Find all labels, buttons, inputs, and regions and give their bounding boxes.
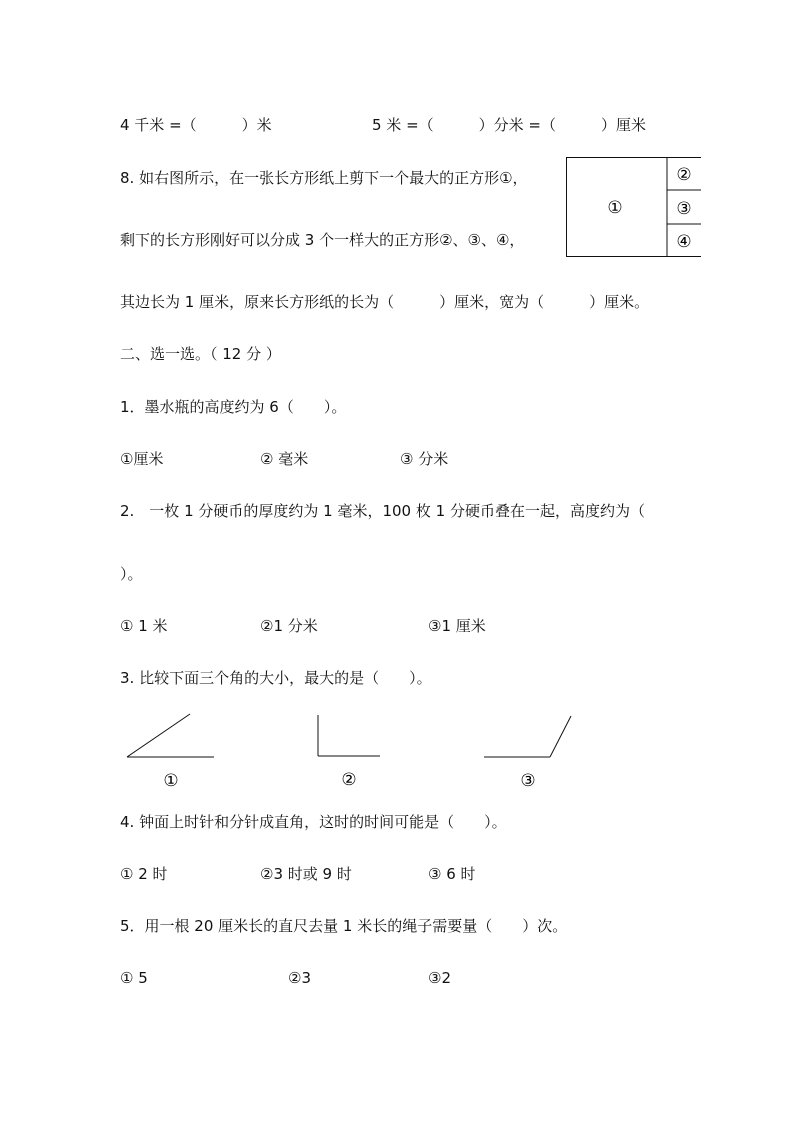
q5-option-3: ③2 xyxy=(428,969,451,987)
angle-2 xyxy=(318,715,380,756)
q8-line2: 剩下的长方形刚好可以分成 3 个一样大的正方形②、③、④， xyxy=(120,231,525,249)
question-5: 5．用一根 20 厘米长的直尺去量 1 米长的绳子需要量（ ）次。 xyxy=(120,917,568,935)
question-1: 1．墨水瓶的高度约为 6（ ）。 xyxy=(120,398,347,416)
square-4-label: ④ xyxy=(676,232,692,252)
angles-figure xyxy=(120,708,580,790)
q1-option-1: ①厘米 xyxy=(120,450,164,468)
q2-option-3: ③1 厘米 xyxy=(428,617,486,635)
angle-2-label: ② xyxy=(341,770,357,790)
section-title: 二、选一选。（ 12 分 ） xyxy=(120,345,281,363)
question-3: 3. 比较下面三个角的大小，最大的是（ ）。 xyxy=(120,669,432,687)
q2-option-2: ②1 分米 xyxy=(260,617,318,635)
q1-option-3: ③ 分米 xyxy=(400,450,449,468)
square-1-label: ① xyxy=(607,198,623,218)
q8-line1: 8. 如右图所示，在一张长方形纸上剪下一个最大的正方形①， xyxy=(120,169,528,187)
q4-option-2: ②3 时或 9 时 xyxy=(260,865,352,883)
q5-option-1: ① 5 xyxy=(120,969,148,987)
q8-line3: 其边长为 1 厘米，原来长方形纸的长为（ ）厘米，宽为（ ）厘米。 xyxy=(120,293,650,311)
conversion-km-m: 4 千米 =（ ）米 xyxy=(120,116,272,134)
angle-3 xyxy=(484,716,571,757)
question-2: 2. 一枚 1 分硬币的厚度约为 1 毫米，100 枚 1 分硬币叠在一起，高度约为（ xyxy=(120,502,645,520)
rectangle-squares-diagram xyxy=(566,157,701,259)
square-2-label: ② xyxy=(676,165,692,185)
conversion-m-dm-cm: 5 米 =（ ）分米 =（ ）厘米 xyxy=(372,116,646,134)
angle-1 xyxy=(127,714,214,757)
q4-option-3: ③ 6 时 xyxy=(428,865,476,883)
q5-option-2: ②3 xyxy=(288,969,311,987)
q2-option-1: ① 1 米 xyxy=(120,617,168,635)
q1-option-2: ② 毫米 xyxy=(260,450,309,468)
q4-option-1: ① 2 时 xyxy=(120,865,168,883)
angle-1-label: ① xyxy=(163,771,179,790)
angle-3-label: ③ xyxy=(520,771,536,790)
square-3-label: ③ xyxy=(676,199,692,219)
question-2-cont: ）。 xyxy=(120,565,143,583)
question-4: 4. 钟面上时针和分针成直角，这时的时间可能是（ ）。 xyxy=(120,813,507,831)
